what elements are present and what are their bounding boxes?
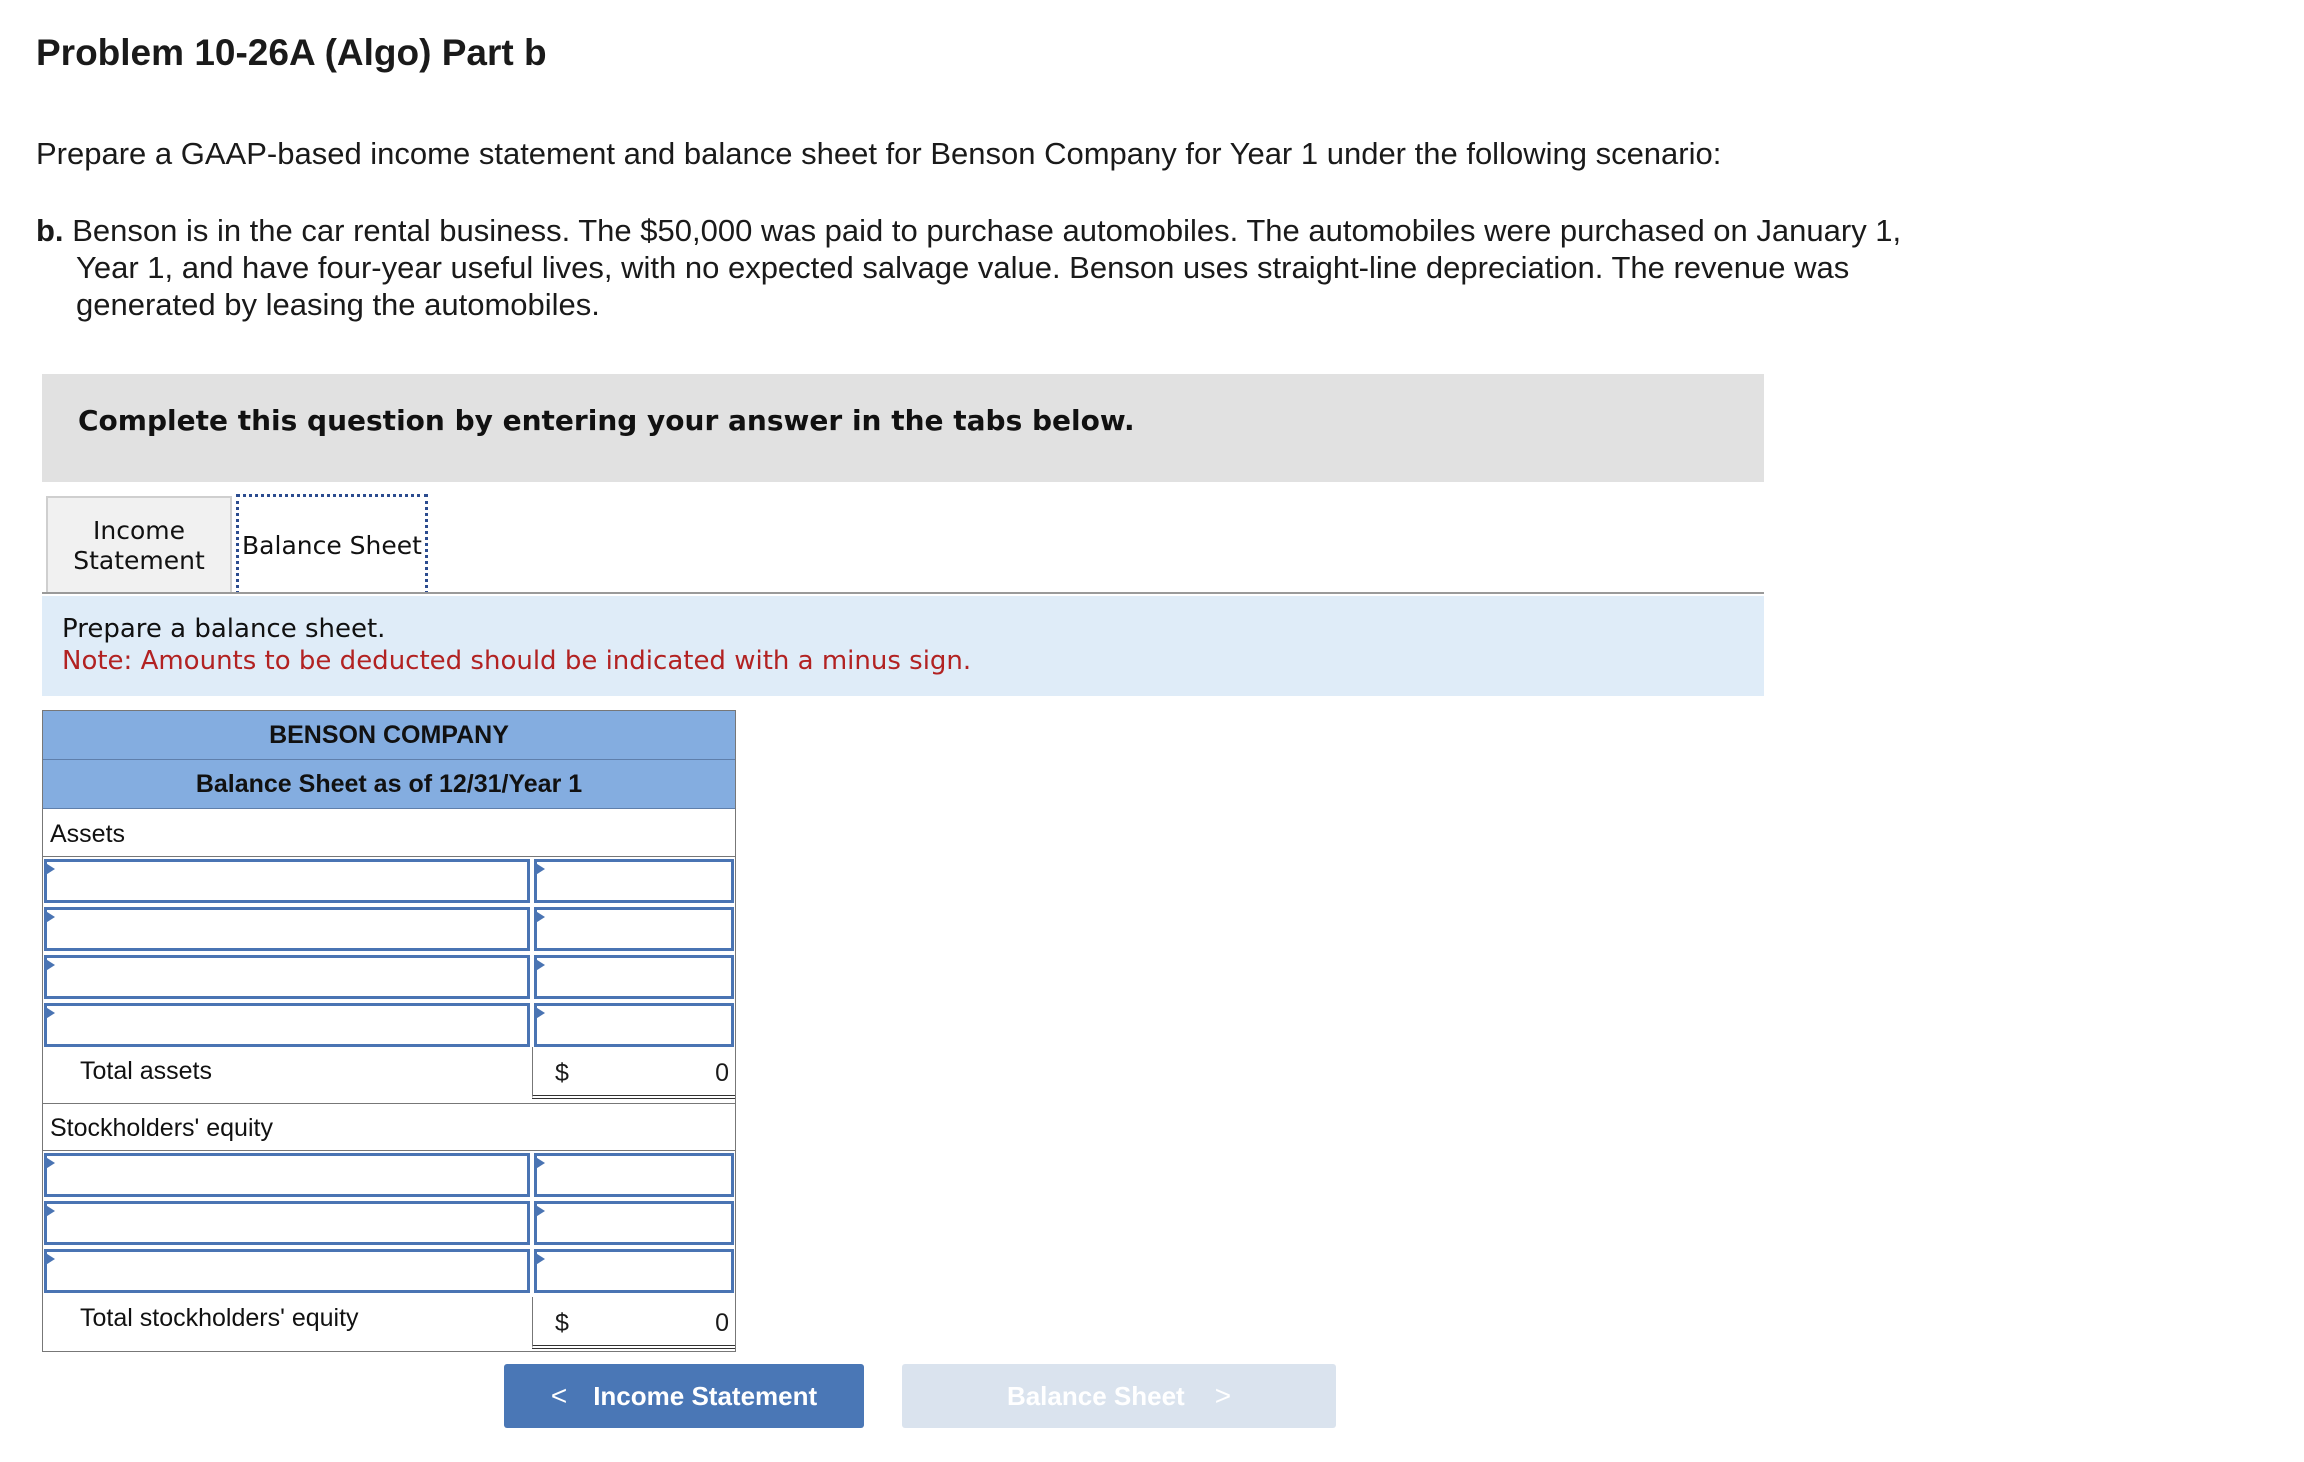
equity-label-input-3[interactable]: [44, 1249, 530, 1293]
intro-text: Prepare a GAAP-based income statement and balance sheet for Benson Company for Year 1 under the following scenario:: [36, 136, 1722, 171]
equity-amount-input-2[interactable]: [534, 1201, 734, 1245]
dropdown-marker-icon: [44, 958, 55, 972]
next-balance-sheet-button: [902, 1364, 1336, 1428]
dropdown-marker-icon: [534, 958, 545, 972]
dropdown-marker-icon: [44, 910, 55, 924]
total-equity-cell: [532, 1297, 735, 1349]
asset-label-input-2[interactable]: [44, 907, 530, 951]
dropdown-marker-icon: [534, 910, 545, 924]
asset-label-input-3[interactable]: [44, 955, 530, 999]
total-equity-label: Total stockholders' equity: [80, 1304, 359, 1332]
prev-income-statement-button[interactable]: [504, 1364, 864, 1428]
instruction-banner: [42, 374, 1764, 482]
dropdown-marker-icon: [534, 1204, 545, 1218]
scenario-paragraph: [36, 212, 1936, 323]
balance-sheet-table: [42, 710, 736, 1352]
next-button-label: Balance Sheet: [1006, 1380, 1185, 1411]
company-name-header: BENSON COMPANY: [43, 711, 735, 760]
equity-label-input-1[interactable]: [44, 1153, 530, 1197]
prev-button-label: Income Statement: [593, 1380, 818, 1411]
instructions-note: Note: Amounts to be deducted should be indicated with a minus sign.: [62, 646, 972, 676]
equity-amount-input-1[interactable]: [534, 1153, 734, 1197]
tab-balance-sheet[interactable]: [236, 494, 428, 594]
dropdown-marker-icon: [534, 862, 545, 876]
dropdown-marker-icon: [44, 1204, 55, 1218]
asset-amount-input-1[interactable]: [534, 859, 734, 903]
total-assets-value: 0: [715, 1059, 729, 1087]
page-title: Problem 10-26A (Algo) Part b: [36, 32, 547, 73]
tab-income-statement-label: Income Statement: [73, 516, 205, 575]
equity-section-label: Stockholders' equity: [43, 1103, 735, 1151]
balance-sheet-title-header: Balance Sheet as of 12/31/Year 1: [43, 760, 735, 809]
total-assets-currency: $: [555, 1059, 569, 1087]
dropdown-marker-icon: [44, 1006, 55, 1020]
tab-balance-sheet-label: Balance Sheet: [242, 531, 422, 560]
scenario: [36, 212, 1936, 323]
scenario-label: b.: [36, 213, 64, 248]
asset-amount-input-4[interactable]: [534, 1003, 734, 1047]
chevron-left-icon: <: [550, 1380, 568, 1411]
dropdown-marker-icon: [44, 1252, 55, 1266]
dropdown-marker-icon: [44, 1156, 55, 1170]
total-equity-currency: $: [555, 1309, 569, 1337]
asset-amount-input-3[interactable]: [534, 955, 734, 999]
asset-label-input-4[interactable]: [44, 1003, 530, 1047]
equity-label-input-2[interactable]: [44, 1201, 530, 1245]
assets-section-label: Assets: [43, 809, 735, 857]
dropdown-marker-icon: [44, 862, 55, 876]
dropdown-marker-icon: [534, 1006, 545, 1020]
instruction-text: Complete this question by entering your answer in the tabs below.: [78, 404, 1135, 437]
asset-amount-input-2[interactable]: [534, 907, 734, 951]
dropdown-marker-icon: [534, 1252, 545, 1266]
chevron-right-icon: >: [1214, 1380, 1232, 1411]
total-assets-label: Total assets: [80, 1057, 213, 1085]
total-assets-cell: [532, 1047, 735, 1099]
dropdown-marker-icon: [534, 1156, 545, 1170]
total-equity-value: 0: [715, 1309, 729, 1337]
equity-amount-input-3[interactable]: [534, 1249, 734, 1293]
instructions-prompt: Prepare a balance sheet.: [62, 614, 386, 644]
instructions-panel: [42, 596, 1764, 696]
asset-label-input-1[interactable]: [44, 859, 530, 903]
scenario-text: Benson is in the car rental business. The $50,000 was paid to purchase automobiles. The automobiles were purchased on January 1, Year 1, and have four-year useful lives, with no expected salvage value. Benson uses straight-line depreciation. The revenue was generated by leasing the automobiles.: [72, 213, 1902, 322]
tab-income-statement[interactable]: [46, 496, 232, 594]
tab-divider: [42, 592, 1764, 594]
